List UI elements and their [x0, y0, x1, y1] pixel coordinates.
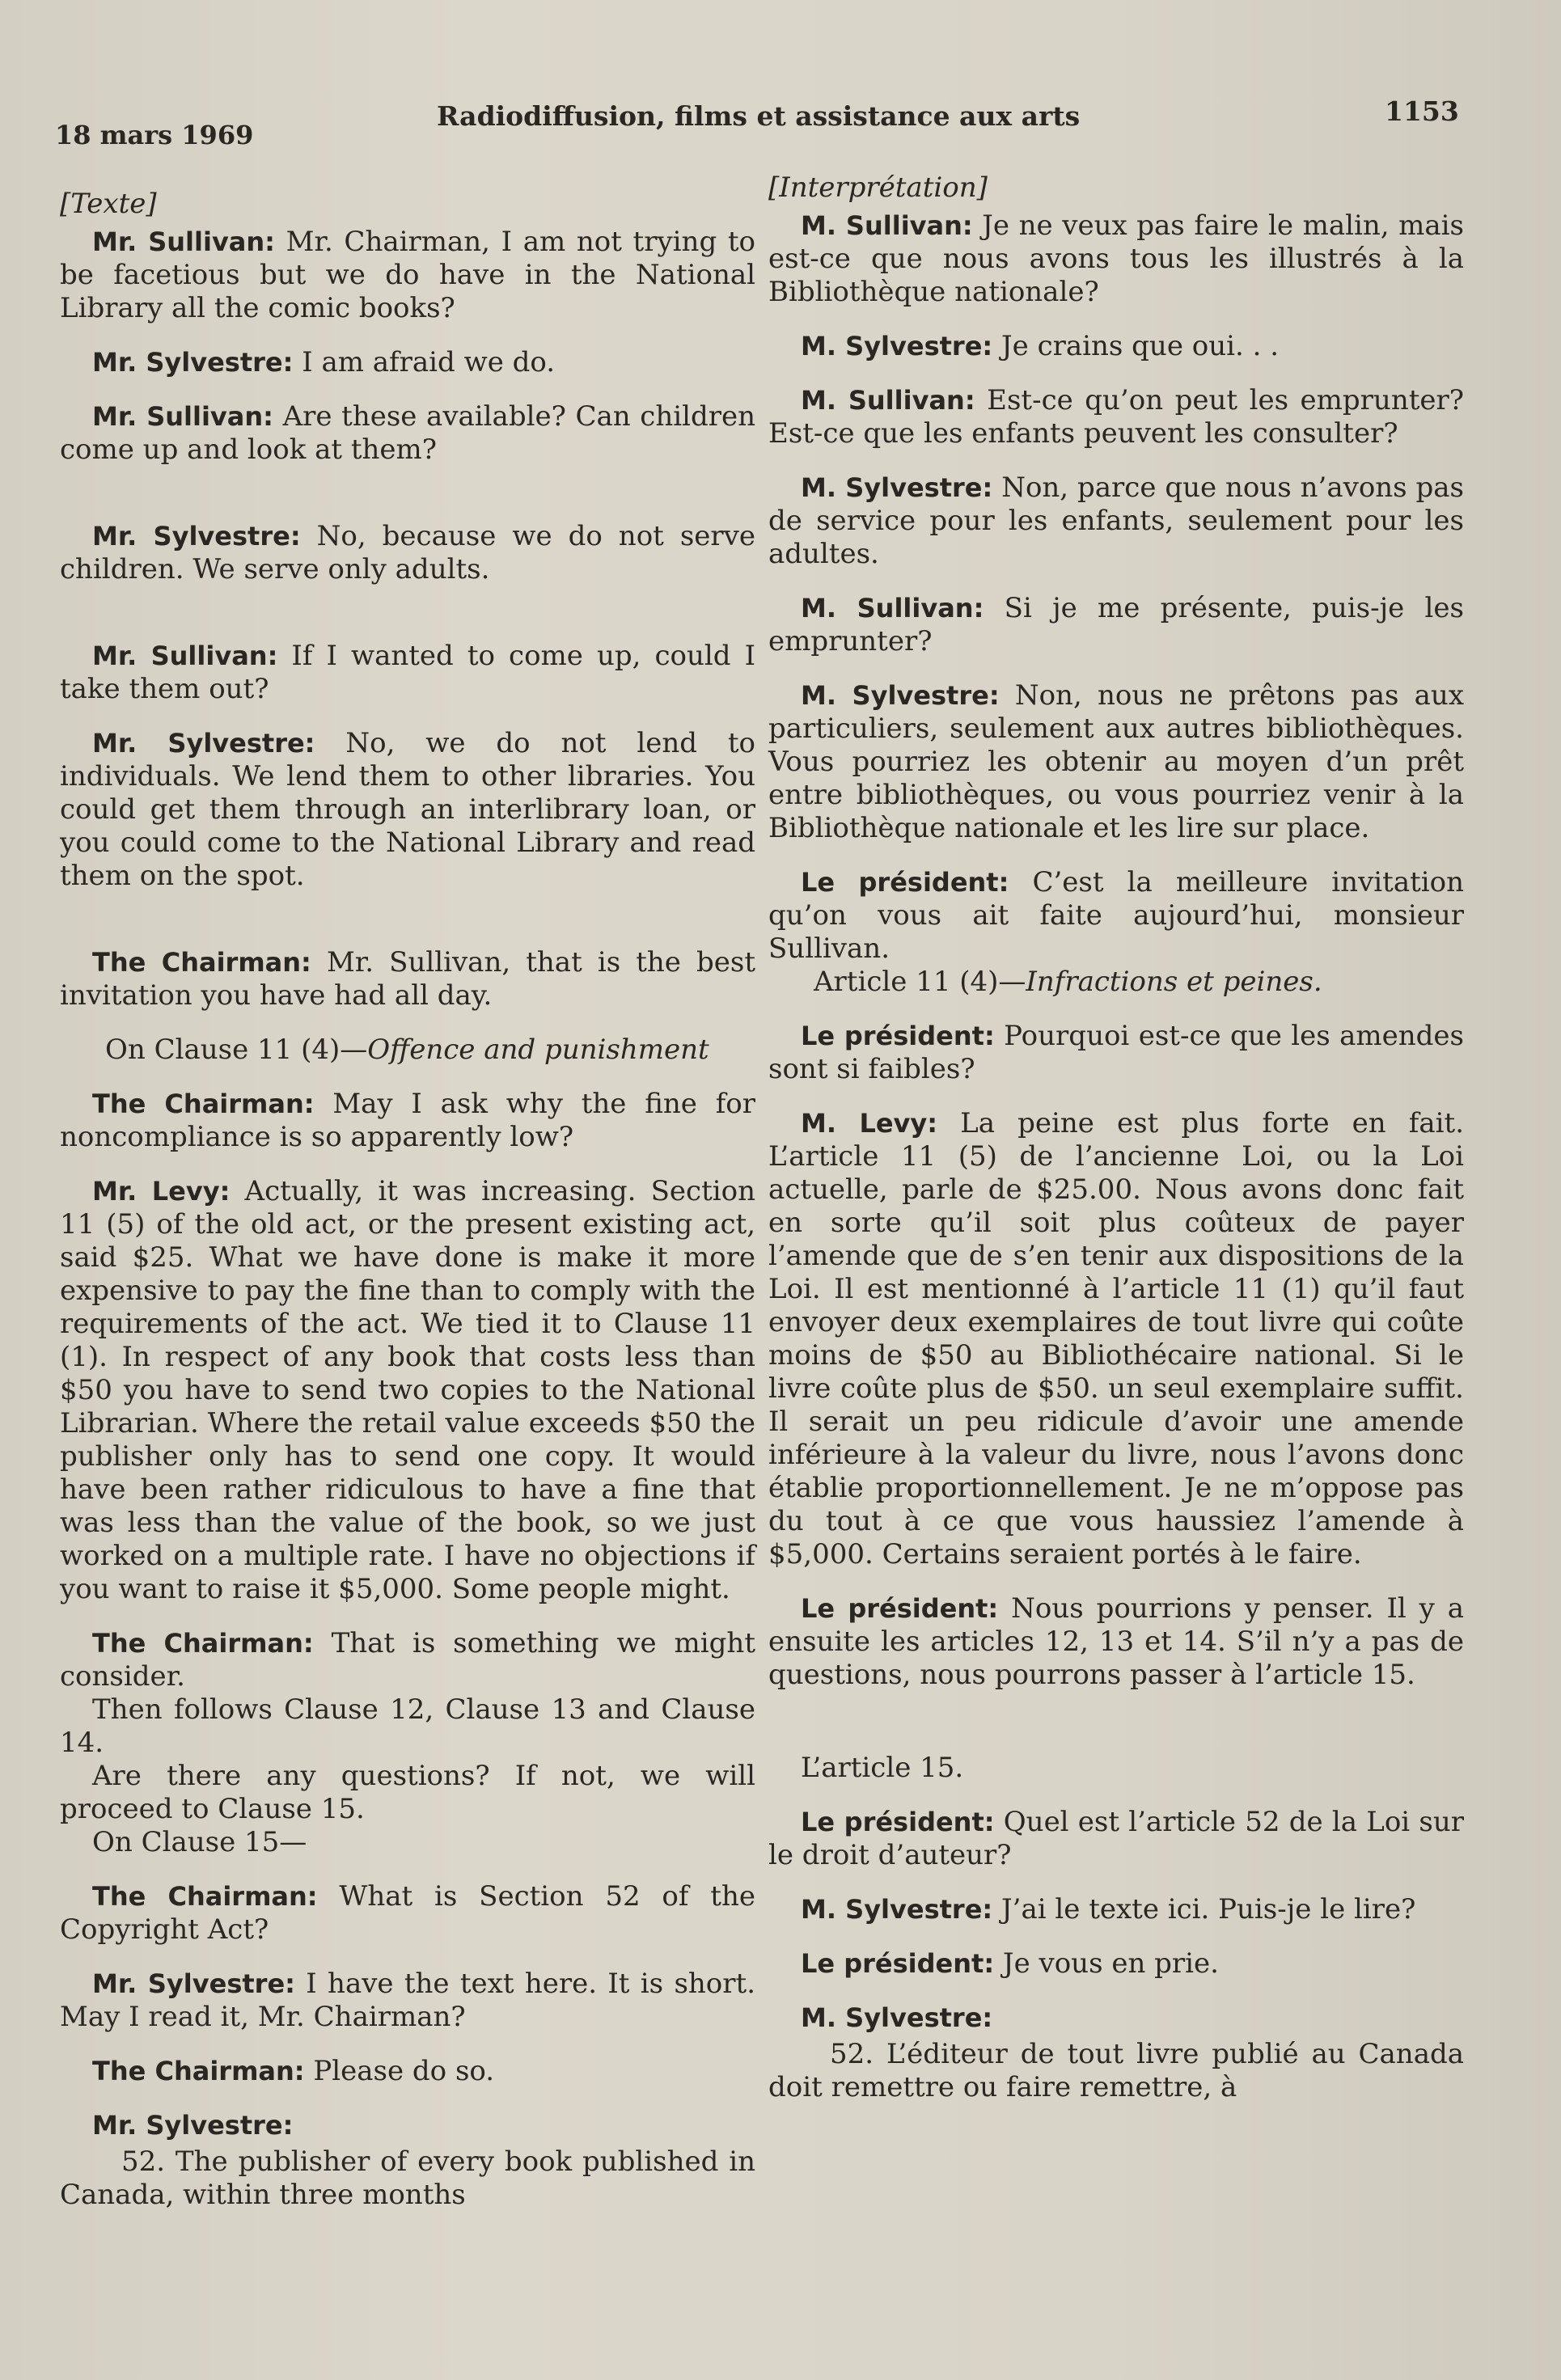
speech-text: Actually, it was increasing. Section 11 (5) of the old act, or the present existing act, said $25. What we have done is make it more expensive to pay the fine than to comply with the requirements of the act. We tied it to Clause 11 (1). In respect of any book that costs less than $50 you have to send two copies to the National Librarian. Where the retail value exceeds $50 the publisher only has to send one copy. It would have been rather ridiculous to have a fine that was less than the value of the book, so we just worked on a multiple rate. I have no objections if you want to raise it $5,000. Some people might. [60, 1175, 755, 1605]
speaker-name: M. Sylvestre: [801, 1894, 993, 1925]
paragraph [768, 1107, 1464, 1571]
speaker-name: Le président: [801, 867, 1009, 898]
speaker-name: The Chairman: [92, 2056, 305, 2086]
paragraph [768, 1592, 1464, 1692]
paragraph [60, 727, 755, 893]
speaker-name: Mr. Sullivan: [92, 640, 278, 671]
speaker-name: M. Sullivan: [801, 593, 984, 624]
paragraph [60, 946, 755, 1012]
paragraph [768, 866, 1464, 966]
paragraph [60, 346, 755, 379]
clause-heading: L’article 15. [801, 1752, 964, 1784]
speech-text: Je crains que oui. . . [992, 330, 1280, 362]
speaker-name: M. Sullivan: [801, 385, 975, 416]
paragraph [60, 226, 755, 325]
speaker-name: The Chairman: [92, 1628, 314, 1659]
paragraph [768, 1806, 1464, 1872]
speech-text: Mr. Sullivan, that is the best invitation you have had all day. [60, 946, 755, 1012]
paragraph [768, 1947, 1464, 1981]
clause-heading: On Clause 15— [92, 1826, 307, 1858]
paragraph [768, 384, 1464, 450]
speech-text: Je vous en prie. [994, 1947, 1219, 1980]
paragraph [60, 1968, 755, 2034]
speech-text: Are these available? Can children come up and look at them? [60, 400, 756, 466]
paragraph [768, 1893, 1464, 1926]
speech-text: No, we do not lend to individuals. We lend them to other libraries. You could get them through an interlibrary loan, or you could come to the National Library and read them on the spot. [60, 727, 755, 892]
paragraph: Then follows Clause 12, Clause 13 and Clause 14. [60, 1693, 755, 1759]
page-number: 1153 [1385, 95, 1459, 127]
speaker-name: Mr. Sylvestre: [92, 2110, 294, 2141]
speaker-name: M. Sylvestre: [801, 680, 1000, 711]
header-title: Radiodiffusion, films et assistance aux arts [437, 100, 1081, 132]
quoted-statute: 52. The publisher of every book published in Canada, within three months [60, 2145, 755, 2211]
speaker-name: Le président: [801, 1593, 999, 1624]
header-date: 18 mars 1969 [55, 120, 254, 150]
speaker-name: Mr. Sylvestre: [92, 1968, 295, 1999]
paragraph [60, 1088, 755, 1154]
clause-title: Infractions et peines. [1026, 966, 1322, 998]
speaker-name: Mr. Levy: [92, 1176, 231, 1207]
speech-text: Si je me présente, puis-je les emprunter? [768, 592, 1464, 657]
speech-text: That is something we might consider. [60, 1627, 755, 1693]
speech-text: Est-ce qu’on peut les emprunter? Est-ce que les enfants peuvent les consulter? [768, 384, 1464, 450]
speaker-name: M. Sylvestre: [801, 331, 993, 361]
paragraph [60, 1627, 755, 1693]
paragraph [60, 2055, 755, 2088]
speech-text: May I ask why the fine for noncompliance is so apparently low? [60, 1088, 756, 1153]
running-header [0, 95, 1561, 150]
clause-title: Offence and punishment [367, 1034, 709, 1066]
speech-text: Non, parce que nous n’avons pas de service pour les enfants, seulement pour les adultes. [768, 471, 1465, 570]
speaker-name: The Chairman: [92, 1881, 318, 1912]
speech-text: Je ne veux pas faire le malin, mais est-ce que nous avons tous les illustrés à la Bibliothèque nationale? [768, 209, 1465, 308]
speech-text: No, because we do not serve children. We serve only adults. [60, 520, 755, 585]
english-column [60, 188, 755, 2212]
clause-number: Article 11 (4)— [814, 966, 1026, 998]
clause-number: On Clause 11 (4)— [105, 1034, 368, 1066]
speech-text: J’ai le texte ici. Puis-je le lire? [992, 1893, 1416, 1926]
speaker-name: M. Sullivan: [801, 210, 973, 241]
speaker-name: Le président: [801, 1021, 995, 1051]
speaker-name: Mr. Sylvestre: [92, 521, 301, 552]
paragraph [60, 1880, 755, 1947]
section-tag: [Interprétation] [768, 171, 988, 204]
quoted-statute: 52. L’éditeur de tout livre publié au Canada doit remettre ou faire remettre, à [768, 2038, 1464, 2103]
paragraph [60, 1175, 755, 1606]
speech-text: If I wanted to come up, could I take them out? [60, 640, 755, 705]
paragraph [60, 640, 755, 706]
speech-text: I have the text here. It is short. May I read it, Mr. Chairman? [60, 1968, 755, 2033]
speaker-name: Mr. Sylvestre: [92, 347, 294, 378]
speech-text: I am afraid we do. [293, 346, 556, 378]
paragraph [768, 330, 1464, 363]
speaker-name: Mr. Sylvestre: [92, 728, 315, 759]
clause-heading [768, 966, 1464, 999]
paragraph [768, 679, 1464, 845]
speaker-name: M. Sylvestre: [801, 472, 993, 503]
french-column [768, 171, 1464, 2104]
speech-text: Please do so. [304, 2055, 495, 2087]
paragraph [60, 2109, 755, 2142]
speech-text: Nous pourrions y penser. Il y a ensuite les articles 12, 13 et 14. S’il n’y a pas de questions, nous pourrons passer à l’article 15. [768, 1592, 1465, 1691]
speaker-name: M. Levy: [801, 1108, 938, 1139]
section-tag: [Texte] [60, 188, 157, 220]
speaker-name: Le président: [801, 1807, 995, 1837]
paragraph [768, 209, 1464, 309]
paragraph [768, 2002, 1464, 2035]
paragraph [768, 592, 1464, 658]
clause-heading [60, 1034, 755, 1067]
speaker-name: Mr. Sullivan: [92, 226, 275, 257]
paragraph [60, 520, 755, 586]
speech-text: Mr. Chairman, I am not trying to be facetious but we do have in the National Library all the comic books? [60, 226, 755, 324]
speaker-name: Mr. Sullivan: [92, 401, 273, 432]
speech-text: Non, nous ne prêtons pas aux particuliers, seulement aux autres bibliothèques. Vous pourriez les obtenir au moyen d’un prêt entre bibliothèques, ou vous pourriez venir à la Bibliothèque nationale et les lire sur place. [768, 679, 1464, 844]
speech-text: Pourquoi est-ce que les amendes sont si faibles? [768, 1020, 1464, 1085]
speech-text: C’est la meilleure invitation qu’on vous ait faite aujourd’hui, monsieur Sullivan. [768, 866, 1465, 965]
paragraph [768, 471, 1464, 571]
speaker-name: Le président: [801, 1948, 995, 1979]
speech-text: Quel est l’article 52 de la Loi sur le droit d’auteur? [768, 1806, 1465, 1871]
paragraph [768, 1020, 1464, 1086]
speech-text: La peine est plus forte en fait. L’article 11 (5) de l’ancienne Loi, ou la Loi actuelle, parle de $25.00. Nous avons donc fait en sorte qu’il soit plus coûteux de payer l’amende que de s’en tenir aux dispositions de la Loi. Il est mentionné à l’article 11 (1) qu’il faut envoyer deux exemplaires de tout livre qui coûte moins de $50 au Bibliothécaire national. Si le livre coûte plus de $50. un seul exemplaire suffit. Il serait un peu ridicule d’avoir une amende inférieure à la valeur du livre, nous l’avons donc établie proportionnellement. Je ne m’oppose pas du tout à ce que vous haussiez l’amende à $5,000. Certains seraient portés à le faire. [768, 1107, 1465, 1570]
speech-text: What is Section 52 of the Copyright Act? [60, 1880, 755, 1946]
speaker-name: The Chairman: [92, 1089, 315, 1119]
paragraph [60, 400, 755, 467]
speaker-name: M. Sylvestre: [801, 2002, 993, 2033]
paragraph: Are there any questions? If not, we will proceed to Clause 15. [60, 1760, 755, 1825]
speaker-name: The Chairman: [92, 947, 311, 978]
